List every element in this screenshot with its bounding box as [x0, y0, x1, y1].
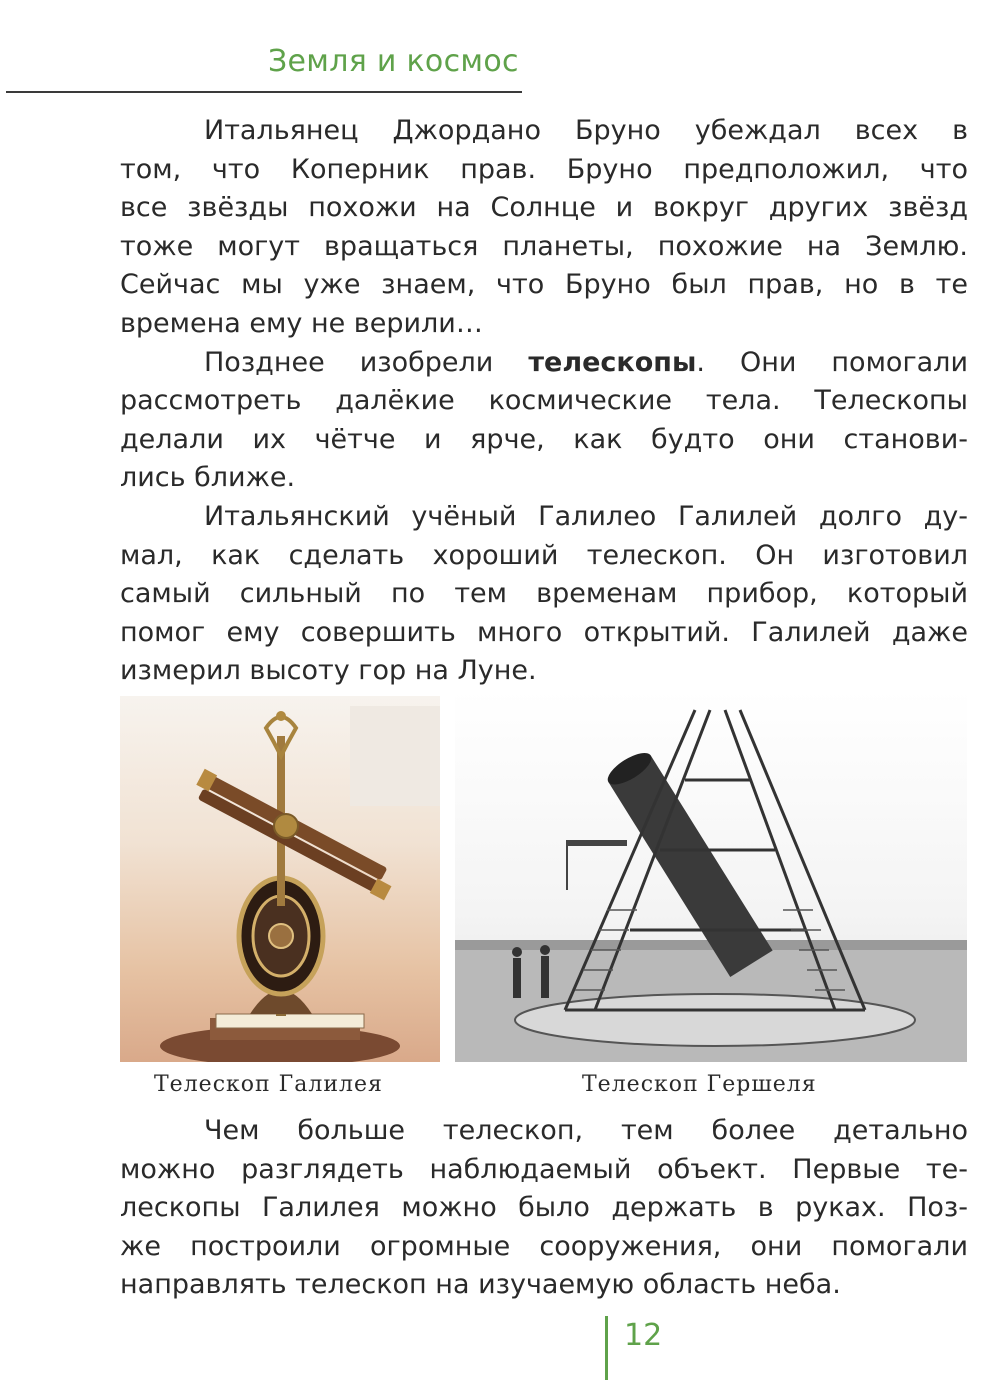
text-line: времена ему не верили… [120, 307, 483, 339]
text-line: Итальянский учёный Галилео Галилей долго ду- [204, 500, 968, 532]
caption-herschel-telescope: Телескоп Гершеля [582, 1072, 817, 1097]
text-line: самый сильный по тем временам прибор, который [120, 578, 968, 610]
text-fragment: . Они помогали [696, 346, 968, 378]
text-line: мал, как сделать хороший телескоп. Он изготовил [120, 539, 968, 571]
herschel-telescope-photo [455, 690, 967, 1062]
text-fragment: Позднее изобрели [204, 346, 529, 378]
header-divider [6, 91, 522, 93]
text-line [120, 344, 968, 383]
page-number: 12 [624, 1318, 663, 1353]
text-line: том, что Коперник прав. Бруно предположил, что [120, 153, 968, 185]
text-line: все звёзды похожи на Солнце и вокруг других звёзд [120, 192, 968, 224]
galileo-telescope-photo [120, 696, 440, 1062]
text-line: делали их чётче и ярче, как будто они станови- [120, 423, 968, 455]
text-line: можно разглядеть наблюдаемый объект. Первые те- [120, 1153, 968, 1185]
text-line: направлять телескоп на изучаемую область неба. [120, 1269, 841, 1301]
text-line: Чем больше телескоп, тем более детально [204, 1115, 968, 1146]
paragraph-telescope-size [120, 1112, 968, 1305]
text-line: лись ближе. [120, 462, 296, 494]
paragraph-bruno [120, 112, 968, 691]
text-line: Сейчас мы уже знаем, что Бруно был прав, но в те [120, 269, 968, 301]
text-line: же построили огромные сооружения, они помогали [120, 1230, 968, 1262]
caption-galileo-telescope: Телескоп Галилея [154, 1072, 383, 1097]
term-telescopes: телескопы [528, 346, 697, 378]
text-line: Итальянец Джордано Бруно убеждал всех в [204, 115, 968, 146]
page-number-divider [605, 1316, 608, 1380]
text-line: рассмотреть далёкие космические тела. Телескопы [120, 385, 968, 417]
text-line: помог ему совершить много открытий. Галилей даже [120, 616, 968, 648]
herschel-telescope-icon [455, 690, 967, 1062]
text-line: измерил высоту гор на Луне. [120, 655, 537, 687]
text-line: лескопы Галилея можно было держать в руках. Поз- [120, 1192, 968, 1224]
text-line: тоже могут вращаться планеты, похожие на Землю. [120, 230, 968, 262]
galileo-telescope-icon [120, 696, 440, 1062]
chapter-title: Земля и космос [268, 44, 519, 79]
